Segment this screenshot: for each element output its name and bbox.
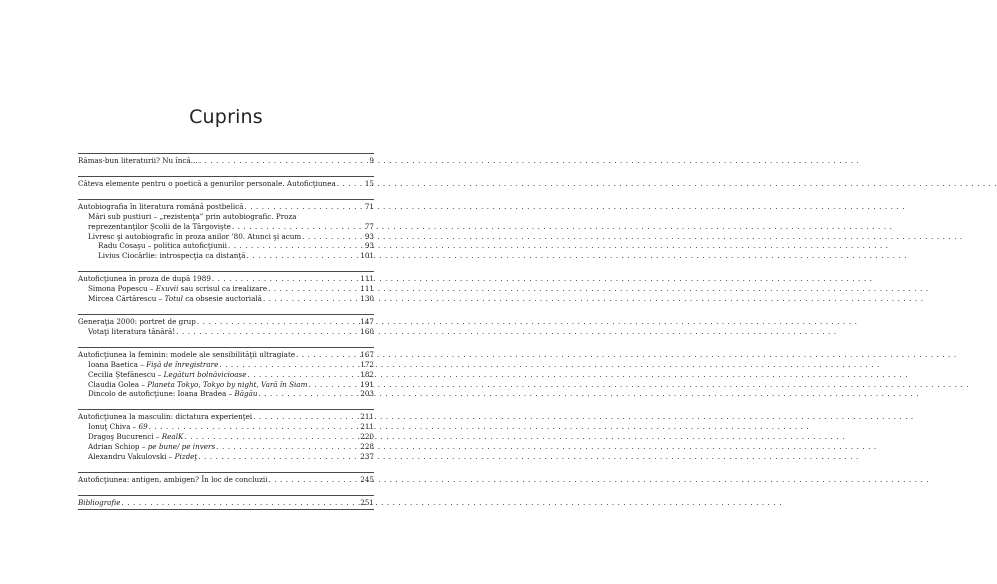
- toc-section: [78, 271, 374, 304]
- toc-section: [78, 314, 374, 337]
- toc-page-number: 111: [360, 274, 374, 284]
- toc-entry-title: [88, 432, 183, 442]
- toc-entry-text-line: Mări sub pustiuri – „rezistenţa” prin autobiografic. Proza: [88, 211, 297, 221]
- toc-entry-text: Autobiografia în literatura română postbelică: [78, 201, 244, 211]
- toc-section: [78, 495, 374, 510]
- toc-entry[interactable]: [78, 179, 374, 189]
- toc-page-number: 101: [360, 251, 374, 261]
- toc-entry[interactable]: [78, 370, 374, 380]
- toc-page-number: 211: [360, 422, 374, 432]
- leader-dots: [149, 422, 359, 432]
- leader-dots: [248, 370, 360, 380]
- toc-entry-title: [88, 452, 197, 462]
- toc-entry-title: [78, 179, 336, 189]
- toc-entry-work-title: Legături bolnăvicioase: [163, 369, 247, 379]
- toc-entry[interactable]: [78, 442, 374, 452]
- toc-section: [78, 199, 374, 261]
- toc-entry-work-title: 69: [138, 422, 148, 432]
- toc-page-number: 211: [360, 412, 374, 422]
- toc-entry-text: Câteva elemente pentru o poetică a genurilor personale. Autoficţiunea: [78, 178, 336, 188]
- toc-entry-work-title: Exuvii: [155, 284, 179, 294]
- leader-dots: [228, 241, 359, 251]
- toc-page-number: 9: [369, 156, 374, 165]
- toc-section: [78, 347, 374, 400]
- leader-dots: [212, 274, 359, 284]
- toc-page-number: 182: [360, 369, 374, 379]
- toc-entry-text: sau scrisul ca irealizare: [178, 284, 268, 294]
- leader-dots: [259, 389, 360, 399]
- toc-entry-work-title: Bibliografie: [78, 497, 121, 507]
- toc-entry-text: Cecilia Ştefănescu –: [88, 369, 164, 379]
- toc-entry-title: [78, 317, 196, 327]
- toc-entry-work-title: pe bune/ pe invers: [147, 442, 216, 452]
- toc-entry-title: [78, 412, 252, 422]
- toc-entry-text: Dragoş Bucurenci –: [88, 432, 162, 442]
- toc-page-number: 237: [360, 451, 374, 461]
- leader-dots: [268, 284, 359, 294]
- toc-entry-title: [88, 370, 247, 380]
- toc-entry-text: Autoficţiunea: antigen, ambigen? În loc de concluzii: [78, 474, 268, 484]
- toc-entry[interactable]: [78, 412, 374, 422]
- leader-dots: [244, 202, 359, 212]
- leader-dots: [253, 412, 359, 422]
- toc-entry-text: Adrian Schiop –: [88, 442, 148, 452]
- toc-entry-title: [88, 232, 301, 242]
- toc-page-number: 147: [360, 316, 374, 326]
- toc-entry-text: Claudia Golea –: [88, 379, 148, 389]
- leader-dots: [302, 232, 359, 242]
- toc-entry-title: [88, 327, 175, 337]
- leader-dots: [198, 452, 359, 462]
- toc-entry[interactable]: [78, 475, 374, 485]
- toc-entry-text: Livresc şi autobiografic în proza anilor ’80. Atunci şi acum: [88, 231, 302, 241]
- toc-entry[interactable]: [78, 422, 374, 432]
- toc-entry-text: Generaţia 2000: portret de grup: [78, 316, 196, 326]
- toc-entry[interactable]: [78, 274, 374, 284]
- toc-entry-title: [78, 202, 243, 212]
- toc-section: [78, 153, 374, 166]
- toc-entry-text: Radu Cosaşu – politica autoficţiunii: [98, 241, 227, 251]
- toc-entry-text: Ioana Baetica –: [88, 359, 147, 369]
- toc-entry-work-title: Planeta Tokyo, Tokyo by night, Vară în Siam: [147, 379, 308, 389]
- toc-entry-title: [98, 251, 246, 261]
- table-of-contents: [78, 153, 374, 520]
- toc-entry-text: Votaţi literatura tânără!: [88, 326, 176, 336]
- leader-dots: [232, 222, 359, 232]
- toc-entry[interactable]: [78, 294, 374, 304]
- toc-page-number: 191: [360, 379, 374, 389]
- toc-entry-title: [78, 475, 267, 485]
- leader-dots: [296, 350, 359, 360]
- toc-entry[interactable]: [78, 452, 374, 462]
- toc-entry-title: [78, 156, 198, 166]
- toc-section: [78, 176, 374, 189]
- leader-dots: [219, 360, 359, 370]
- leader-dots: [308, 380, 359, 390]
- toc-entry[interactable]: [78, 317, 374, 327]
- toc-entry[interactable]: [78, 380, 374, 390]
- toc-page-number: 228: [360, 442, 374, 452]
- toc-entry[interactable]: [78, 202, 374, 212]
- toc-page-number: 251: [360, 497, 374, 507]
- toc-page-number: 93: [364, 231, 374, 241]
- toc-entry[interactable]: [78, 498, 374, 508]
- toc-entry-text: reprezentanţilor Şcolii de la Târgovişte: [88, 221, 231, 231]
- toc-entry[interactable]: [78, 350, 374, 360]
- toc-entry-title: [78, 350, 295, 360]
- toc-page-number: 220: [360, 432, 374, 442]
- toc-page-number: 167: [360, 349, 374, 359]
- toc-page-number: 130: [360, 294, 374, 304]
- leader-dots: [268, 475, 359, 485]
- toc-entry-title: [88, 389, 258, 399]
- leader-dots: [263, 294, 359, 304]
- toc-entry[interactable]: [78, 156, 374, 166]
- toc-entry-title: [78, 274, 211, 284]
- toc-entry-text: ca obsesie auctorială: [182, 294, 262, 304]
- toc-entry-work-title: Pizdeţ: [174, 451, 198, 461]
- toc-entry-text: Autoficţiunea la masculin: dictatura experienţei: [78, 412, 253, 422]
- toc-entry[interactable]: [78, 241, 374, 251]
- toc-entry-text: Dincolo de autoficţiune: Ioana Bradea –: [88, 389, 235, 399]
- toc-entry-text: Rămas-bun literaturii? Nu încă…: [78, 156, 198, 165]
- leader-dots: [184, 432, 359, 442]
- toc-section: [78, 472, 374, 485]
- toc-section: [78, 409, 374, 462]
- toc-entry[interactable]: [78, 389, 374, 399]
- leader-dots: [197, 317, 359, 327]
- toc-entry-title: [98, 241, 227, 251]
- toc-entry-work-title: RealK: [161, 432, 184, 442]
- leader-dots: [121, 498, 359, 508]
- toc-entry-text: Simona Popescu –: [88, 284, 156, 294]
- leader-dots: [199, 156, 359, 166]
- toc-entry-text: Mircea Cărtărescu –: [88, 294, 165, 304]
- toc-entry-text: Alexandru Vakulovski –: [88, 451, 175, 461]
- toc-entry-title: [88, 284, 267, 294]
- toc-entry-work-title: Băgău: [234, 389, 258, 399]
- toc-entry-title: [88, 222, 231, 232]
- toc-entry-work-title: Totul: [164, 294, 183, 304]
- toc-entry[interactable]: [78, 360, 374, 370]
- toc-entry-work-title: Fişă de înregistrare: [146, 359, 219, 369]
- toc-entry[interactable]: [78, 222, 374, 232]
- toc-page-number: 160: [360, 326, 374, 336]
- toc-entry-title: [78, 498, 120, 508]
- toc-entry[interactable]: [78, 251, 374, 261]
- toc-entry-text: Ionuţ Chiva –: [88, 422, 139, 432]
- toc-entry[interactable]: [78, 284, 374, 294]
- toc-entry-title: [88, 294, 262, 304]
- toc-entry[interactable]: [78, 432, 374, 442]
- toc-page-number: 245: [360, 474, 374, 484]
- page-title: Cuprins: [189, 106, 263, 128]
- toc-page-number: 111: [360, 284, 374, 294]
- toc-page-number: 203: [360, 389, 374, 399]
- toc-entry[interactable]: [78, 232, 374, 242]
- toc-entry-title: [88, 442, 215, 452]
- toc-entry[interactable]: [78, 327, 374, 337]
- toc-entry-text: Livius Ciocârlie: introspecţia ca distanţă: [98, 251, 246, 261]
- leader-dots: [247, 251, 359, 261]
- toc-entry-title: [88, 422, 148, 432]
- toc-page-number: 71: [364, 201, 374, 211]
- toc-page-number: 77: [364, 221, 374, 231]
- toc-page-number: 15: [364, 178, 374, 188]
- toc-entry-title: [88, 360, 218, 370]
- leader-dots: [176, 327, 359, 337]
- leader-dots: [216, 442, 359, 452]
- toc-entry-title: [88, 380, 307, 390]
- toc-page-number: 172: [360, 359, 374, 369]
- toc-page-number: 93: [364, 241, 374, 251]
- toc-entry-text: Autoficţiunea în proza de după 1989: [78, 274, 211, 284]
- toc-entry-text: Autoficţiunea la feminin: modele ale sensibilităţii ultragiate: [78, 349, 296, 359]
- leader-dots: [337, 179, 359, 189]
